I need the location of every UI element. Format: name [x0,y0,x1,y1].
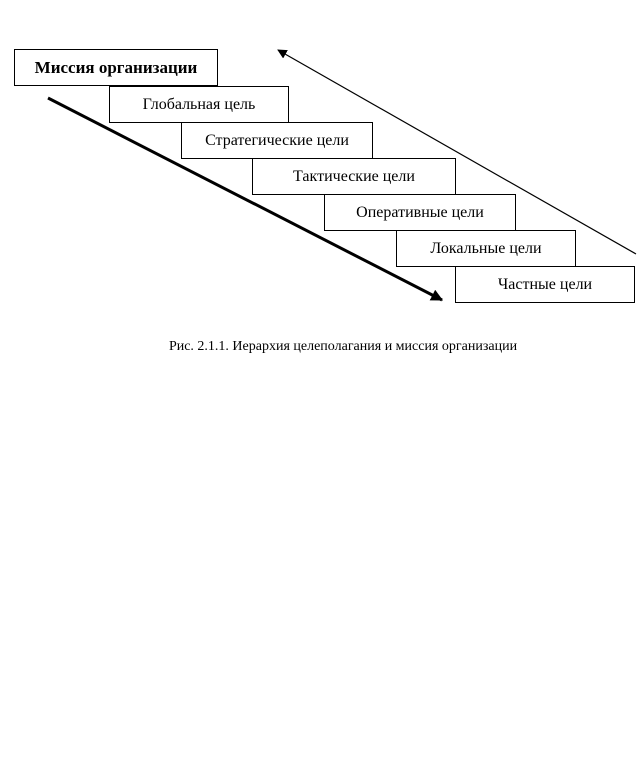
box-tactical-goals-label: Тактические цели [293,167,415,185]
box-operational-goals-label: Оперативные цели [356,203,484,221]
box-mission-label: Миссия организации [34,57,198,77]
box-operational-goals [324,194,516,231]
figure-caption: Рис. 2.1.1. Иерархия целеполагания и миссия организации [168,339,518,354]
box-global-goal [109,86,289,123]
goal-hierarchy-diagram [0,0,640,340]
box-strategic-goals-label: Стратегические цели [205,131,349,149]
box-global-goal-label: Глобальная цель [142,95,256,113]
box-particular-goals-label: Частные цели [497,275,593,293]
box-local-goals [396,230,576,267]
box-tactical-goals [252,158,456,195]
box-strategic-goals [181,122,373,159]
box-particular-goals [455,266,635,303]
box-local-goals-label: Локальные цели [430,239,542,257]
box-mission [14,49,218,86]
